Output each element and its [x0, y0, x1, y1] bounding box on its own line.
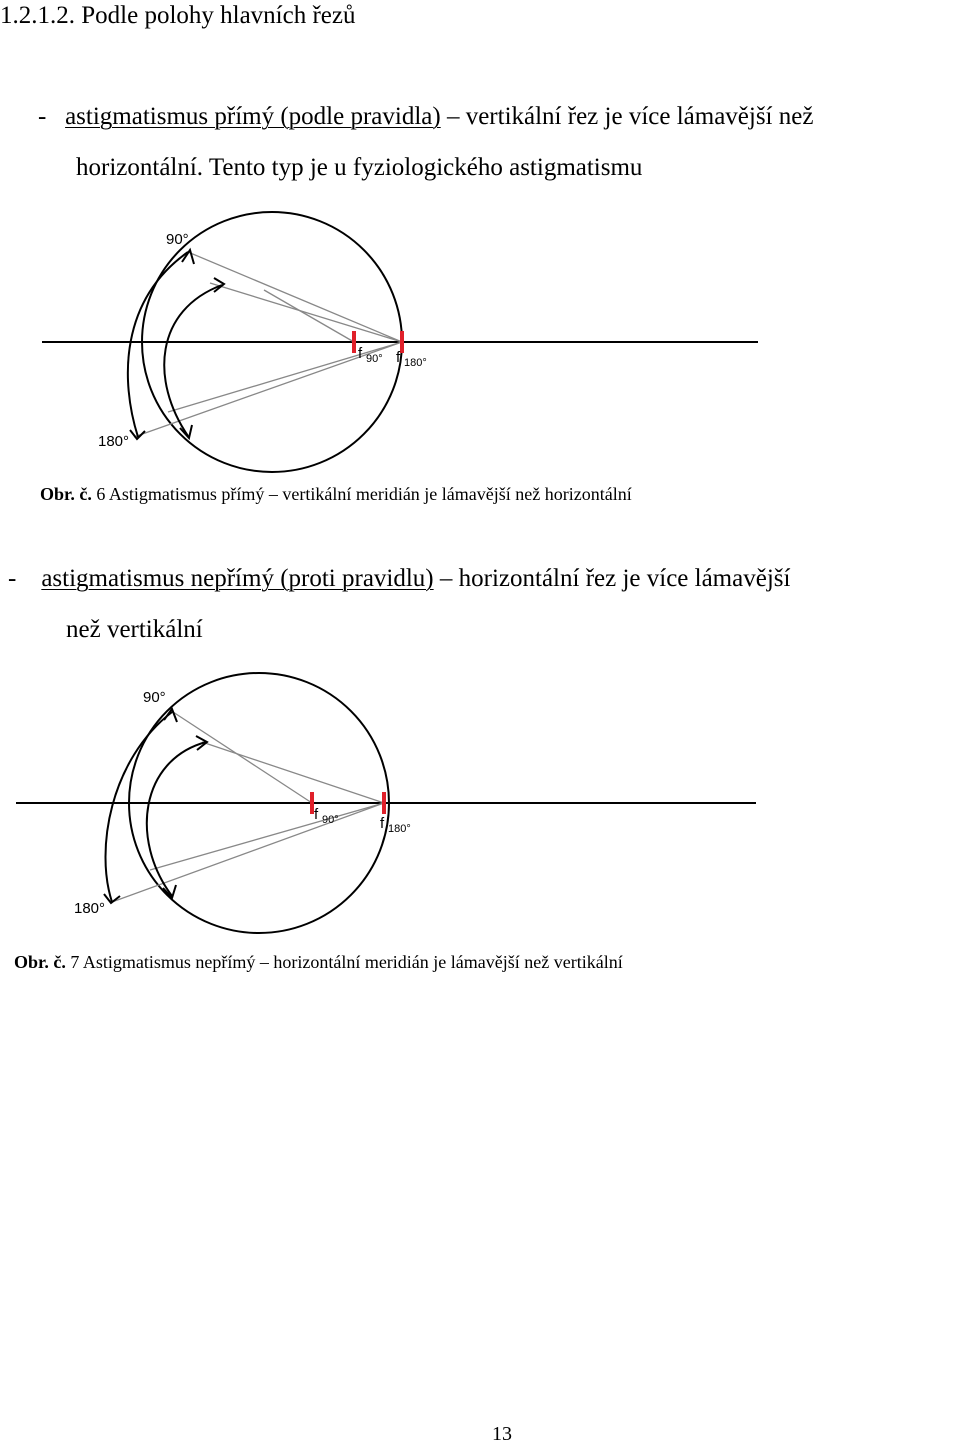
arrow-head-icon — [104, 894, 120, 903]
label-f90-sub: 90° — [366, 353, 383, 365]
caption-prefix: Obr. č. — [14, 952, 66, 972]
item2-description: – horizontální řez je více lámavější — [433, 565, 791, 592]
focus-mark-f180 — [382, 792, 386, 814]
item1-description: – vertikální řez je více lámavější než — [440, 103, 814, 130]
caption-prefix: Obr. č. — [40, 484, 92, 504]
label-f90: f — [358, 345, 363, 362]
list-dash: - — [38, 103, 47, 130]
label-f180: f — [396, 349, 401, 366]
item2-continuation: než vertikální — [66, 616, 203, 643]
ray-vertical-2 — [202, 742, 384, 803]
label-f180: f — [380, 815, 385, 832]
label-f90-sub: 90° — [322, 814, 339, 826]
ray-horizontal-2 — [112, 803, 384, 902]
term-indirect-astigmatism: astigmatismus nepřímý (proti pravidlu) — [41, 565, 434, 592]
list-dash: - — [8, 565, 17, 592]
label-90-deg: 90° — [143, 689, 166, 706]
caption-text: 6 Astigmatismus přímý – vertikální meridián je lámavější než horizontální — [91, 484, 632, 504]
figure-7-caption — [14, 951, 623, 973]
item1-continuation: horizontální. Tento typ je u fyziologického astigmatismu — [76, 154, 643, 181]
label-180-deg: 180° — [74, 900, 106, 917]
label-90-deg: 90° — [166, 231, 189, 248]
caption-text: 7 Astigmatismus nepřímý – horizontální meridián je lámavější než vertikální — [65, 952, 623, 972]
ray-horizontal-1 — [150, 803, 384, 870]
page-number: 13 — [492, 1423, 512, 1445]
term-direct-astigmatism: astigmatismus přímý (podle pravidla) — [65, 103, 441, 130]
meridian-90-arc — [105, 712, 172, 902]
label-180-deg: 180° — [98, 433, 130, 450]
ray-vertical-top — [170, 710, 312, 803]
meridian-180-arc — [147, 742, 206, 896]
label-f180-sub: 180° — [388, 823, 411, 835]
label-f90: f — [314, 806, 319, 823]
label-f180-sub: 180° — [404, 357, 427, 369]
section-heading: 1.2.1.2. Podle polohy hlavních řezů — [0, 2, 356, 29]
